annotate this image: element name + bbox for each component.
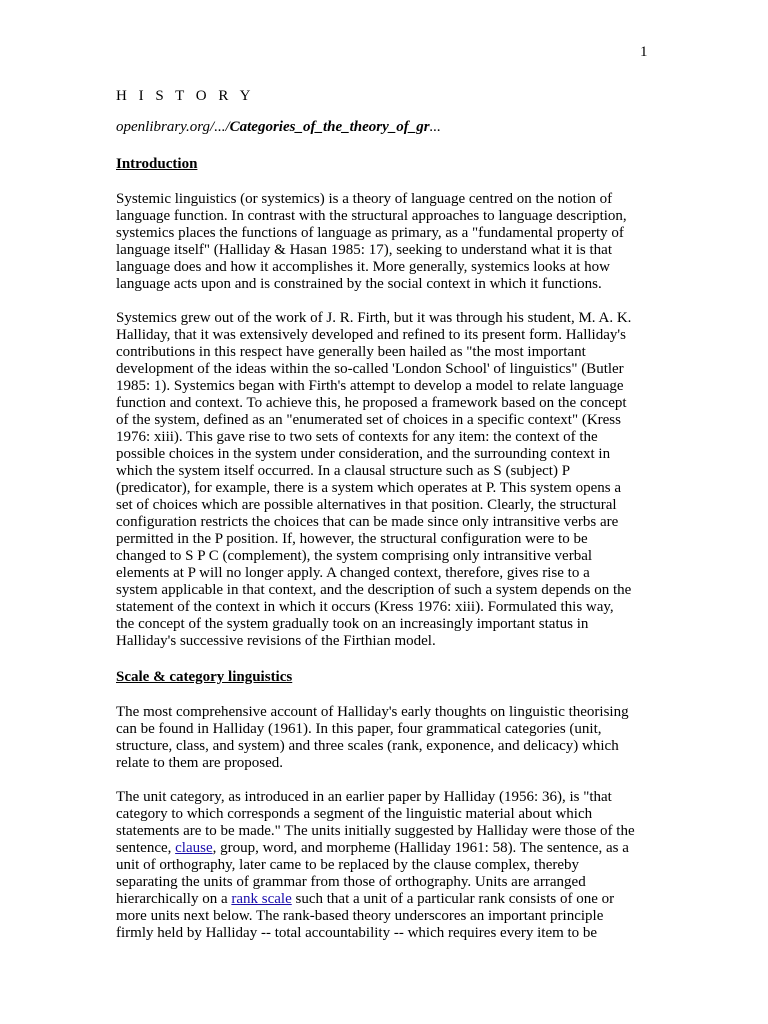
paragraph	[116, 789, 656, 942]
source-title: Categories_of_the_theory_of_gr	[229, 119, 430, 135]
page-number: 1	[640, 44, 648, 60]
paragraph: The most comprehensive account of Halliday's early thoughts on linguistic theorising can be found in Halliday (1961). In this paper, four grammatical categories (unit, structure, class, and system) and three scales (rank, exponence, and delicacy) which relate to them are proposed.	[116, 704, 629, 771]
paragraph: Systemic linguistics (or systemics) is a theory of language centred on the notion of language function. In contrast with the structural approaches to language description, systemics places the functions of language as primary, as a "fundamental property of language itself" (Halliday & Hasan 1985: 17), seeking to understand what it is that language does and how it accomplishes it. More generally, systemics looks at how language acts upon and is constrained by the social context in which it functions.	[116, 191, 627, 292]
paragraph-text: such that a unit of a particular rank consists of one or more units next below. The rank-based theory underscores an important principle firmly held by Halliday -- total accountability -- which requires every item to be	[116, 891, 615, 941]
document-body	[116, 86, 656, 959]
source-reference	[116, 117, 656, 137]
section-title-scale-category: Scale & category linguistics	[116, 669, 293, 685]
paragraph-text: , group, word, and morpheme (Halliday 1961: 58). The sentence, as a unit of orthography, later came to be replaced by the clause complex, thereby separating the units of grammar from those of orthography. Units are arranged hierarchically on a	[116, 840, 629, 907]
source-suffix: ...	[429, 119, 441, 135]
clause-link[interactable]: clause	[175, 840, 213, 856]
section-title-introduction: Introduction	[116, 156, 198, 172]
paragraph-text: The unit category, as introduced in an earlier paper by Halliday (1956: 36), is "that category to which corresponds a segment of the linguistic material about which statements are to be made." The units initially suggested by Halliday were those of the sentence,	[116, 789, 635, 856]
source-prefix: openlibrary.org/.../	[116, 119, 230, 135]
document-heading: H I S T O R Y	[116, 88, 255, 104]
rank-scale-link[interactable]: rank scale	[231, 891, 292, 907]
paragraph: Systemics grew out of the work of J. R. Firth, but it was through his student, M. A. K. Halliday, that it was extensively developed and refined to its present form. Halliday's contributions in this respect have generally been hailed as "the most important development of the ideas within the so-called 'London School' of linguistics" (Butler 1985: 1). Systemics began with Firth's attempt to develop a model to relate language function and context. To achieve this, he proposed a framework based on the concept of the system, defined as an "enumerated set of choices in a specific context" (Kress 1976: xiii). This gave rise to two sets of contexts for any item: the context of the possible choices in the system under consideration, and the surrounding context in which the system itself occurred. In a clausal structure such as S (subject) P (predicator), for example, there is a system which operates at P. This system opens a set of choices which are possible alternatives in that position. Clearly, the structural configuration restricts the choices that can be made since only intransitive verbs are permitted in the P position. If, however, the structural configuration were to be changed to S P C (complement), the system comprising only intransitive verbal elements at P will no longer apply. A changed context, therefore, gives rise to a system applicable in that context, and the description of such a system depends on the statement of the context in which it occurs (Kress 1976: xiii). Formulated this way, the concept of the system gradually took on an increasingly important status in Halliday's successive revisions of the Firthian model.	[116, 310, 632, 649]
